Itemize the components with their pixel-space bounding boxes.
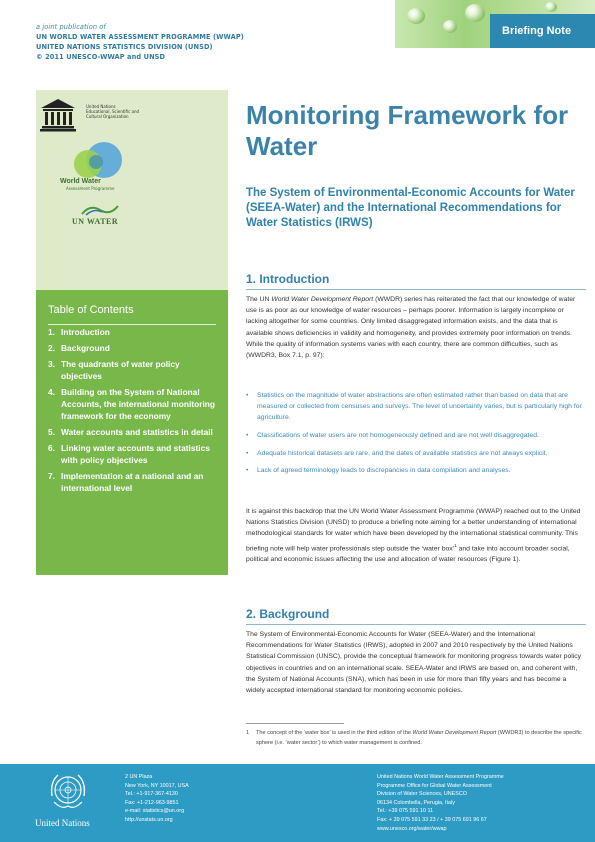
toc-item-label: Introduction bbox=[61, 327, 110, 337]
address-line: New York, NY 10017, USA bbox=[125, 782, 189, 789]
background-paragraph: The System of Environmental-Economic Accounts for Water (SEEA-Water) and the International Recommendations for Water Statistics (IRWS), adopted in 2007 and 2010 respectively by the United Nations Statistical Commission (UNSC), provide the conceptual framework for monitoring progress towards water policy objectives in countries and on an international scale. SEEA-Water and IRWS are based on, and coherent with, the System of National Accounts (SNA), which has been in use for more than fifty years and has become a widely accepted international standard for monitoring economic policies. bbox=[246, 631, 582, 695]
wwap-subname: Assessment Programme bbox=[66, 186, 115, 191]
unwater-logo-text: UN WATER bbox=[72, 217, 119, 226]
footnote-divider bbox=[246, 723, 344, 724]
bullet-icon: • bbox=[246, 432, 249, 439]
list-item bbox=[246, 390, 584, 424]
unesco-name bbox=[86, 104, 150, 119]
address-line: Programme Office for Global Water Assessment bbox=[377, 782, 492, 789]
text-span: The UN bbox=[246, 296, 272, 303]
toc-item-label: The quadrants of water policy objectives bbox=[61, 358, 180, 381]
address-line: Fax: + 39 075 591 33 23 / + 39 075 691 96 67 bbox=[377, 816, 487, 823]
toc-item[interactable] bbox=[48, 342, 220, 354]
header-line: UN WORLD WATER ASSESSMENT PROGRAMME (WWAP) bbox=[36, 33, 244, 41]
list-item-text: Lack of agreed terminology leads to discrepancies in data compilation and analyses. bbox=[257, 467, 511, 475]
list-item bbox=[246, 448, 584, 459]
toc-item-number: 3. bbox=[48, 358, 55, 369]
toc-item[interactable] bbox=[48, 326, 220, 338]
toc-item-label: Background bbox=[61, 342, 110, 353]
toc-item-number: 6. bbox=[48, 442, 55, 453]
text-span: and take into account broader social, political and economic issues affecting the use and allocation of water resources (Figure 1). bbox=[246, 544, 570, 564]
address-line[interactable]: www.unesco.org/water/wwap bbox=[377, 825, 447, 832]
address-line: 06134 Colombella, Perugia, Italy bbox=[377, 799, 455, 806]
list-item bbox=[246, 465, 584, 476]
address-line: Tel.: +1-917-367-4130 bbox=[125, 791, 178, 798]
publication-header bbox=[36, 22, 316, 62]
list-item-text: Classifications of water users are not homogeneously defined and are not well disaggregated. bbox=[257, 432, 539, 439]
toc-item-label: Implementation at a national and an international level bbox=[61, 470, 204, 493]
briefing-note-label: Briefing Note bbox=[502, 25, 572, 37]
address-line[interactable]: http://unstats.un.org bbox=[125, 816, 173, 823]
address-line[interactable]: e-mail: statistics@un.org bbox=[125, 808, 185, 815]
unesco-temple-icon bbox=[40, 98, 76, 132]
toc-item-number: 4. bbox=[48, 386, 55, 397]
droplet-icon bbox=[545, 2, 557, 12]
text-span: (WWDR3) to describe the specific sphere (i.e. ‘water sector’) to which water management is confined. bbox=[256, 730, 582, 746]
wwap-address bbox=[377, 773, 587, 833]
unesco-text-line: Educational, Scientific and bbox=[86, 109, 140, 114]
un-emblem-icon bbox=[46, 770, 90, 814]
report-title-italic: World Water Development Report bbox=[271, 296, 374, 303]
header-line: a joint publication of bbox=[36, 23, 106, 31]
toc-title: Table of Contents bbox=[48, 304, 134, 316]
backdrop-paragraph bbox=[246, 506, 584, 565]
toc-item[interactable] bbox=[48, 442, 220, 466]
briefing-note-tab bbox=[490, 14, 595, 48]
bullet-icon: • bbox=[246, 392, 249, 399]
address-line: United Nations World Water Assessment Programme bbox=[377, 774, 504, 780]
toc-item-label: Water accounts and statistics in detail bbox=[61, 426, 213, 437]
page-title: Monitoring Framework for Water bbox=[246, 100, 569, 161]
toc-item[interactable] bbox=[48, 358, 220, 382]
droplet-icon bbox=[407, 8, 425, 24]
list-item bbox=[246, 430, 584, 441]
text-span: It is against this backdrop that the UN World Water Assessment Programme (WWAP) reached out to the United Nations Statistics Division (UNSD) to produce a briefing note aiming for a better understanding of international methodological standards for water which have been developed by the international statistical community. This briefing note will help water professionals step outside the ‘water box’ bbox=[246, 508, 581, 552]
section-divider bbox=[246, 289, 586, 290]
toc-divider bbox=[48, 324, 216, 325]
section-heading-background: 2. Background bbox=[246, 607, 330, 621]
section-heading-introduction: 1. Introduction bbox=[246, 272, 330, 286]
toc-item[interactable] bbox=[48, 470, 220, 494]
wwap-name: World Water bbox=[60, 178, 101, 185]
unesco-text-line: United Nations bbox=[86, 104, 116, 109]
toc-list bbox=[48, 326, 220, 498]
difficulties-list bbox=[246, 390, 584, 483]
wwap-logo-icon bbox=[62, 140, 132, 180]
address-line: Fax: +1-212-963-9851 bbox=[125, 799, 179, 806]
toc-item[interactable] bbox=[48, 426, 220, 438]
footnote-text bbox=[256, 728, 586, 748]
address-line: Tel.: +39 075 591 10 11 bbox=[377, 808, 434, 815]
table-of-contents bbox=[36, 290, 228, 575]
footnote-ref[interactable]: 1 bbox=[454, 542, 457, 548]
header-line: © 2011 UNESCO-WWAP and UNSD bbox=[36, 53, 166, 61]
address-line: 2 UN Plaza bbox=[125, 774, 153, 780]
report-title-italic: World Water Development Report bbox=[412, 730, 497, 736]
toc-item-label: Building on the System of National Accounts, the international monitoring framework for the economy bbox=[61, 386, 216, 421]
footnote-number: 1 bbox=[246, 730, 250, 736]
unsd-address bbox=[125, 773, 275, 825]
page-subtitle: The System of Environmental-Economic Accounts for Water (SEEA-Water) and the International Recommendations for Water Statistics (IRWS) bbox=[246, 187, 575, 229]
section-divider bbox=[246, 624, 586, 625]
droplet-icon bbox=[443, 20, 457, 33]
list-item-text: Statistics on the magnitude of water abstractions are often estimated rather than based on data that are measured or collected from censuses and surveys. The level of uncertainty varies, but is particularly high for agriculture. bbox=[257, 392, 582, 422]
text-span: The concept of the ‘water box’ is used in the third edition of the bbox=[256, 730, 413, 736]
bullet-icon: • bbox=[246, 449, 249, 457]
list-item-text: Adequate historical datasets are rare, and the dates of available statistics are not always explicit. bbox=[257, 449, 548, 457]
address-line: Division of Water Sciences, UNESCO bbox=[377, 791, 467, 798]
toc-item-number: 7. bbox=[48, 470, 55, 481]
toc-item-number: 1. bbox=[48, 327, 55, 337]
bullet-icon: • bbox=[246, 467, 249, 475]
intro-paragraph bbox=[246, 294, 584, 361]
header-line: UNITED NATIONS STATISTICS DIVISION (UNSD) bbox=[36, 43, 213, 51]
unesco-text-line: Cultural Organization bbox=[86, 114, 129, 119]
unwater-wave-icon bbox=[80, 204, 120, 216]
toc-item-number: 5. bbox=[48, 426, 55, 437]
text-span: (WWDR) series has reiterated the fact that our knowledge of water use is as poor as our knowledge of water resources – perhaps poorer. Information is largely incomplete or lacking altogether for some countries. Only limited disaggregated information exists, and the data that is available shows deficiencies in validity and homogeneity, and provides extremely poor information on trends. While the quality of information systems varies with each country, there are common difficulties, such as (WWDR3, Box 7.1, p. 97): bbox=[246, 296, 576, 360]
droplet-icon bbox=[465, 4, 485, 22]
un-label: United Nations bbox=[35, 818, 90, 828]
toc-item[interactable] bbox=[48, 386, 220, 423]
toc-item-label: Linking water accounts and statistics with policy objectives bbox=[61, 442, 210, 465]
toc-item-number: 2. bbox=[48, 342, 55, 353]
